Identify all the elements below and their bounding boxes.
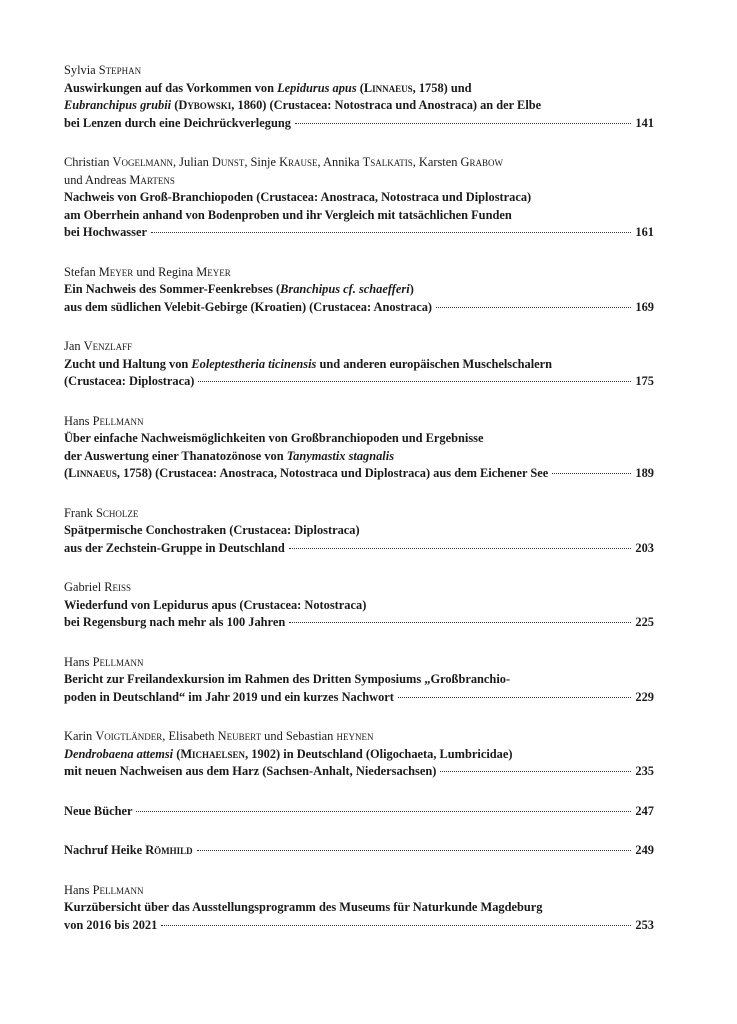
entry-title-last-line xyxy=(64,803,654,821)
text-segment: Zucht und Haltung von xyxy=(64,356,192,371)
entry-authors xyxy=(64,728,654,746)
dot-leader xyxy=(136,811,631,812)
text-segment: , 1902) in Deutschland (Oligochaeta, Lumbricidae) xyxy=(245,746,513,761)
entry-title-text xyxy=(64,540,285,558)
toc-entry[interactable] xyxy=(64,654,654,707)
page-number: 161 xyxy=(635,225,654,239)
entry-title-line xyxy=(64,522,654,540)
italic-text: Lepidurus apus xyxy=(277,80,357,95)
entry-authors xyxy=(64,264,654,282)
text-segment: bei Regensburg nach mehr als 100 Jahren xyxy=(64,615,286,629)
page-number: 169 xyxy=(635,299,654,314)
text-segment: ( xyxy=(64,466,69,480)
entry-authors xyxy=(64,338,654,356)
text-segment: ) xyxy=(409,282,414,296)
text-segment: Ein Nachweis des Sommer-Feenkrebses ( xyxy=(64,282,281,296)
text-segment: ( xyxy=(171,98,179,112)
table-of-contents xyxy=(64,62,654,934)
small-caps-text: Meyer xyxy=(98,264,134,279)
toc-entry[interactable] xyxy=(64,803,654,821)
entry-title-text xyxy=(64,689,394,707)
small-caps-text: Scholze xyxy=(96,505,139,520)
entry-title-text xyxy=(64,115,291,133)
entry-authors xyxy=(64,154,654,172)
text-segment: , 1860) (Crustacea: Notostraca und Anostraca) an der Elbe xyxy=(231,98,542,112)
entry-authors xyxy=(64,882,654,900)
small-caps-text: Pellmann xyxy=(92,413,144,428)
small-caps-text: Pellmann xyxy=(92,882,144,897)
text-segment: ( xyxy=(356,80,364,95)
entry-authors xyxy=(64,579,654,597)
dot-leader xyxy=(552,473,631,474)
text-segment: Nachruf Heike xyxy=(64,843,146,857)
small-caps-text: Dunst xyxy=(211,155,245,169)
dot-leader xyxy=(161,925,631,926)
italic-text: Eoleptestheria ticinensis xyxy=(191,356,317,371)
text-segment: , Karsten xyxy=(412,155,461,169)
text-segment: aus der Zechstein-Gruppe in Deutschland xyxy=(64,540,285,555)
small-caps-text: Grabow xyxy=(460,155,503,169)
text-segment: , 1758) und xyxy=(412,80,472,95)
text-segment: und Sebastian xyxy=(261,729,337,743)
entry-title-text xyxy=(64,803,132,821)
italic-text: Eubranchipus grubii xyxy=(64,98,172,112)
entry-title-last-line xyxy=(64,299,654,317)
small-caps-text: Martens xyxy=(129,172,175,187)
entry-title-line xyxy=(64,448,654,466)
text-segment: aus dem südlichen Velebit-Gebirge (Kroatien) (Crustacea: Anostraca) xyxy=(64,299,433,314)
text-segment: von 2016 bis 2021 xyxy=(64,917,158,932)
entry-title-last-line xyxy=(64,224,654,242)
text-segment: ( xyxy=(173,746,181,761)
text-segment: Christian xyxy=(64,155,113,169)
toc-entry[interactable] xyxy=(64,579,654,632)
text-segment: bei Lenzen durch eine Deichrückverlegung xyxy=(64,115,291,130)
text-segment: Hans xyxy=(64,413,93,428)
text-segment: poden in Deutschland“ im Jahr 2019 und ein kurzes Nachwort xyxy=(64,689,394,704)
small-caps-text: Reiss xyxy=(104,580,132,594)
dot-leader xyxy=(198,381,631,382)
entry-title-last-line xyxy=(64,373,654,391)
entry-title-last-line xyxy=(64,115,654,133)
entry-authors xyxy=(64,505,654,523)
text-segment: Karin xyxy=(64,729,96,743)
text-segment: bei Hochwasser xyxy=(64,225,147,239)
italic-text: Branchipus cf. schaefferi xyxy=(280,282,410,296)
toc-entry[interactable] xyxy=(64,842,654,860)
toc-entry[interactable] xyxy=(64,264,654,317)
page-number: 235 xyxy=(635,764,654,778)
text-segment: Nachweis von Groß-Branchiopoden (Crustacea: Anostraca, Notostraca und Diplostraca) xyxy=(64,190,532,204)
small-caps-text: Voigtländer xyxy=(95,729,163,743)
entry-title-text xyxy=(64,224,147,242)
text-segment: Stefan xyxy=(64,264,99,279)
dot-leader xyxy=(151,232,631,233)
page-number: 247 xyxy=(635,803,654,818)
text-segment: , Sinje xyxy=(244,155,280,169)
entry-title-text xyxy=(64,917,157,935)
page-number: 229 xyxy=(635,689,654,704)
entry-title-line xyxy=(64,746,654,764)
page-number: 253 xyxy=(635,917,654,932)
entry-authors xyxy=(64,62,654,80)
text-segment: Hans xyxy=(64,654,93,669)
text-segment: der Auswertung einer Thanatozönose von xyxy=(64,448,287,463)
dot-leader xyxy=(289,548,632,549)
italic-text: Dendrobaena attemsi xyxy=(64,746,174,761)
small-caps-text: Venzlaff xyxy=(83,339,133,353)
entry-title-last-line xyxy=(64,689,654,707)
entry-title-line xyxy=(64,97,654,115)
text-segment: und Andreas xyxy=(64,172,130,187)
text-segment: , Annika xyxy=(317,155,363,169)
page-number: 175 xyxy=(635,374,654,388)
page-number: 249 xyxy=(635,843,654,857)
text-segment: und anderen europäischen Muschelschalern xyxy=(316,356,553,371)
text-segment: Sylvia xyxy=(64,63,99,77)
small-caps-text: Römhild xyxy=(145,843,193,857)
toc-entry[interactable] xyxy=(64,338,654,391)
text-segment: Über einfache Nachweismöglichkeiten von Großbranchiopoden und Ergebnisse xyxy=(64,431,484,445)
entry-title-text xyxy=(64,763,436,781)
entry-title-line xyxy=(64,430,654,448)
entry-title-line xyxy=(64,189,654,207)
small-caps-text: Dybowski xyxy=(178,98,232,112)
toc-entry[interactable] xyxy=(64,728,654,781)
text-segment: Kurzübersicht über das Ausstellungsprogramm des Museums für Naturkunde Magdeburg xyxy=(64,900,543,914)
entry-title-last-line xyxy=(64,842,654,860)
small-caps-text: Linnaeus xyxy=(363,80,413,95)
dot-leader xyxy=(398,697,632,698)
toc-entry[interactable] xyxy=(64,882,654,935)
text-segment: (Crustacea: Diplostraca) xyxy=(64,374,195,388)
small-caps-text: Vogelmann xyxy=(112,155,173,169)
toc-entry[interactable] xyxy=(64,505,654,558)
text-segment: Hans xyxy=(64,882,93,897)
dot-leader xyxy=(289,622,631,623)
text-segment: , 1758) (Crustacea: Anostraca, Notostraca und Diplostraca) aus dem Eichener See xyxy=(116,466,549,480)
small-caps-text: Linnaeus xyxy=(68,466,117,480)
text-segment: , Elisabeth xyxy=(162,729,218,743)
small-caps-text: Neubert xyxy=(217,729,262,743)
italic-text: Tanymastix stagnalis xyxy=(286,448,395,463)
dot-leader xyxy=(197,850,632,851)
small-caps-text: Tsalkatis xyxy=(362,155,413,169)
entry-title-text xyxy=(64,842,193,860)
entry-title-text xyxy=(64,373,194,391)
small-caps-text: Pellmann xyxy=(92,654,144,669)
toc-entry[interactable] xyxy=(64,413,654,483)
entry-title-line xyxy=(64,597,654,615)
entry-title-line xyxy=(64,899,654,917)
text-segment: Wiederfund von Lepidurus apus (Crustacea: Notostraca) xyxy=(64,597,367,612)
entry-title-line xyxy=(64,671,654,689)
entry-title-line xyxy=(64,281,654,299)
entry-title-text xyxy=(64,299,432,317)
small-caps-text: heynen xyxy=(336,729,374,743)
text-segment: Auswirkungen auf das Vorkommen von xyxy=(64,80,278,95)
entry-title-last-line xyxy=(64,465,654,483)
dot-leader xyxy=(440,771,631,772)
dot-leader xyxy=(436,307,631,308)
entry-authors xyxy=(64,654,654,672)
small-caps-text: Krause xyxy=(279,155,318,169)
dot-leader xyxy=(295,123,631,124)
entry-title-line xyxy=(64,80,654,98)
page-number: 203 xyxy=(635,540,654,555)
text-segment: Jan xyxy=(64,339,84,353)
entry-authors-continued xyxy=(64,172,654,190)
small-caps-text: Meyer xyxy=(196,264,231,279)
text-segment: und Regina xyxy=(133,264,197,279)
entry-title-last-line xyxy=(64,614,654,632)
page-number: 141 xyxy=(635,115,654,130)
text-segment: Gabriel xyxy=(64,580,105,594)
entry-title-text xyxy=(64,465,548,483)
small-caps-text: Stephan xyxy=(98,63,142,77)
text-segment: Frank xyxy=(64,505,97,520)
toc-entry[interactable] xyxy=(64,154,654,242)
entry-title-last-line xyxy=(64,917,654,935)
entry-title-last-line xyxy=(64,540,654,558)
text-segment: am Oberrhein anhand von Bodenproben und ihr Vergleich mit tatsächlichen Funden xyxy=(64,207,512,222)
text-segment: mit neuen Nachweisen aus dem Harz (Sachsen-Anhalt, Niedersachsen) xyxy=(64,764,437,778)
page-number: 189 xyxy=(635,466,654,480)
entry-title-line xyxy=(64,356,654,374)
page-number: 225 xyxy=(635,615,654,629)
entry-title-line xyxy=(64,207,654,225)
toc-entry[interactable] xyxy=(64,62,654,132)
text-segment: Bericht zur Freilandexkursion im Rahmen des Dritten Symposiums „Großbranchio- xyxy=(64,672,511,686)
entry-title-last-line xyxy=(64,763,654,781)
text-segment: , Julian xyxy=(172,155,212,169)
text-segment: Spätpermische Conchostraken (Crustacea: Diplostraca) xyxy=(64,523,360,537)
entry-title-text xyxy=(64,614,285,632)
entry-authors xyxy=(64,413,654,431)
text-segment: Neue Bücher xyxy=(64,803,133,818)
small-caps-text: Michaelsen xyxy=(180,746,246,761)
